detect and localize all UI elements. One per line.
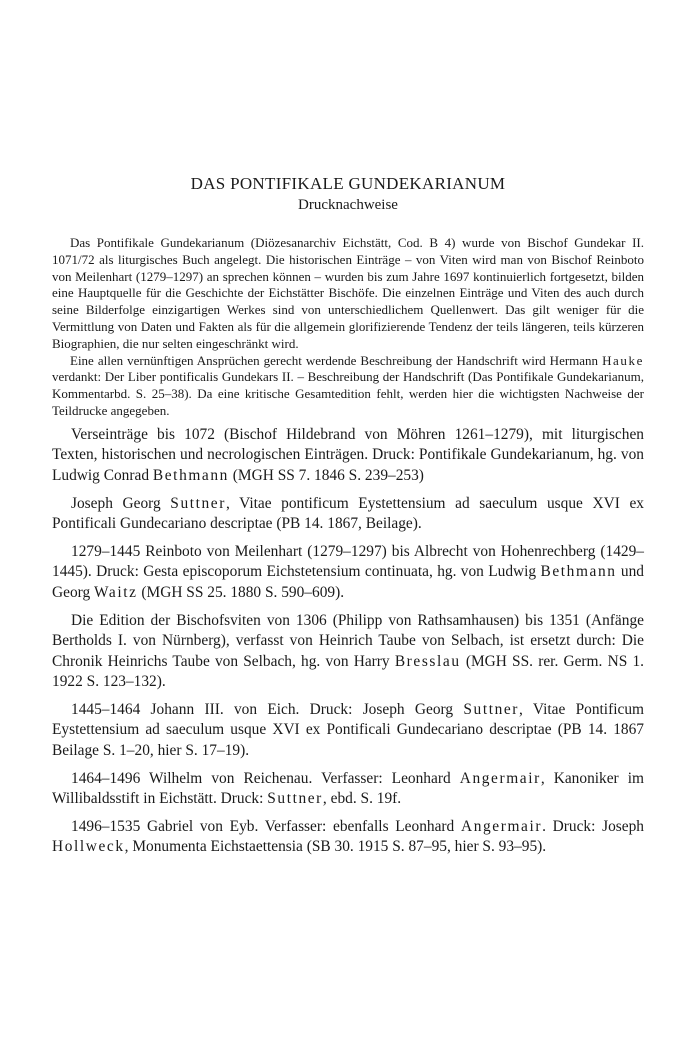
entry-text: 1279–1445 Reinboto von Meilenhart (1279–1297) bis Albrecht von Hohenrechberg (1429–1445). Druck: Gesta episcoporum Eichstetensium continuata, hg. von Ludwig <box>52 542 644 581</box>
entry-paragraph <box>52 542 644 604</box>
entry-text: , Monumenta Eichstaettensia (SB 30. 1915 S. 87–95, hier S. 93–95). <box>124 838 547 856</box>
entry-text: (MGH SS. rer. Germ. NS 1. 1922 S. 123–132). <box>52 652 644 691</box>
author-name: Bethmann <box>540 563 617 581</box>
author-name: Hollweck <box>52 838 125 856</box>
intro-section <box>52 235 644 420</box>
entry-text: und Georg <box>52 563 644 601</box>
entry-paragraph <box>52 817 644 858</box>
entry-text: , Vitae Pontificum Eystettensium ad saeculum usque XVI ex Pontificali Gundecariano descriptae (PB 14. 1867 Beilage S. 1–20, hier S. 17–19). <box>52 700 644 760</box>
author-name: Suttner <box>267 790 323 808</box>
entries-section <box>52 425 644 858</box>
entry-text: 1464–1496 Wilhelm von Reichenau. Verfasser: Leonhard <box>71 769 460 787</box>
author-name: Hauke <box>602 352 644 368</box>
entry-text: 1496–1535 Gabriel von Eyb. Verfasser: ebenfalls Leonhard <box>71 817 461 835</box>
author-name: Suttner <box>170 494 226 512</box>
document-page <box>52 173 644 865</box>
entry-text: , Kanoniker im Willibaldsstift in Eichstätt. Druck: <box>52 769 644 808</box>
entry-paragraph <box>52 769 644 810</box>
entry-text: (MGH SS 7. 1846 S. 239–253) <box>228 466 424 484</box>
intro-text: verdankt: Der Liber pontificalis Gundekars II. – Beschreibung der Handschrift (Das Pontifikale Gundekarianum, Kommentarbd. S. 25–38). Da eine kritische Gesamtedition fehlt, werden hier die wichtigsten Nachweise der Teildrucke angegeben. <box>52 369 644 418</box>
author-name: Angermair <box>459 769 541 787</box>
entry-paragraph <box>52 425 644 487</box>
page-title: DAS PONTIFIKALE GUNDEKARIANUM <box>190 174 506 193</box>
intro-paragraph-1: Das Pontifikale Gundekarianum (Diözesanarchiv Eichstätt, Cod. B 4) wurde von Bischof Gundekar II. 1071/72 als liturgisches Buch angelegt. Die historischen Einträge – von Viten wird man von Bischof Reinboto von Meilenhart (1279–1297) an sprechen können – wurden bis zum Jahre 1697 kontinuierlich fortgesetzt, bilden eine Hauptquelle für die Geschichte der Eichstätter Bischöfe. Die einzelnen Einträge und Viten des auch durch seine Bilderfolge einzigartigen Werkes sind von unterschiedlichem Quellenwert. Das gilt weniger für die Vermittlung von Daten und Fakten als für die allgemein glorifizierende Tendenz der teils längeren, teils kürzeren Biographien, die nur selten eingeschränkt wird. <box>52 235 644 351</box>
entry-text: . Druck: Joseph <box>542 817 644 835</box>
entry-text: , Vitae pontificum Eystettensium ad saeculum usque XVI ex Pontificali Gundecariano descriptae (PB 14. 1867, Beilage). <box>52 494 644 533</box>
entry-text: Verseinträge bis 1072 (Bischof Hildebrand von Möhren 1261–1279), mit liturgischen Texten, historischen und necrologischen Einträgen. Druck: Pontifikale Gundekarianum, hg. von Ludwig Conrad <box>52 425 644 484</box>
author-name: Suttner <box>463 700 520 718</box>
entry-text: Die Edition der Bischofsviten von 1306 (Philipp von Rathsamhausen) bis 1351 (Anfänge Bertholds I. von Nürnberg), verfasst von Heinrich Taube von Selbach, ist ersetzt durch: Die Chronik Heinrichs Taube von Selbach, hg. von Harry <box>52 611 644 670</box>
entry-paragraph <box>52 611 644 693</box>
entry-paragraph <box>52 700 644 762</box>
entry-paragraph <box>52 494 644 535</box>
entry-text: Joseph Georg <box>71 494 171 512</box>
entry-text: 1445–1464 Johann III. von Eich. Druck: Joseph Georg <box>71 700 464 718</box>
author-name: Waitz <box>94 583 138 601</box>
author-name: Bethmann <box>152 466 229 484</box>
author-name: Angermair <box>460 817 543 835</box>
page-subtitle: Drucknachweise <box>298 197 398 213</box>
intro-paragraph-2 <box>52 353 644 420</box>
intro-text: Eine allen vernünftigen Ansprüchen gerecht werdende Beschreibung der Handschrift wird Hermann <box>70 352 603 368</box>
author-name: Bresslau <box>394 652 461 670</box>
entry-text: , ebd. S. 19f. <box>322 790 402 808</box>
entry-text: (MGH SS 25. 1880 S. 590–609). <box>137 583 345 601</box>
